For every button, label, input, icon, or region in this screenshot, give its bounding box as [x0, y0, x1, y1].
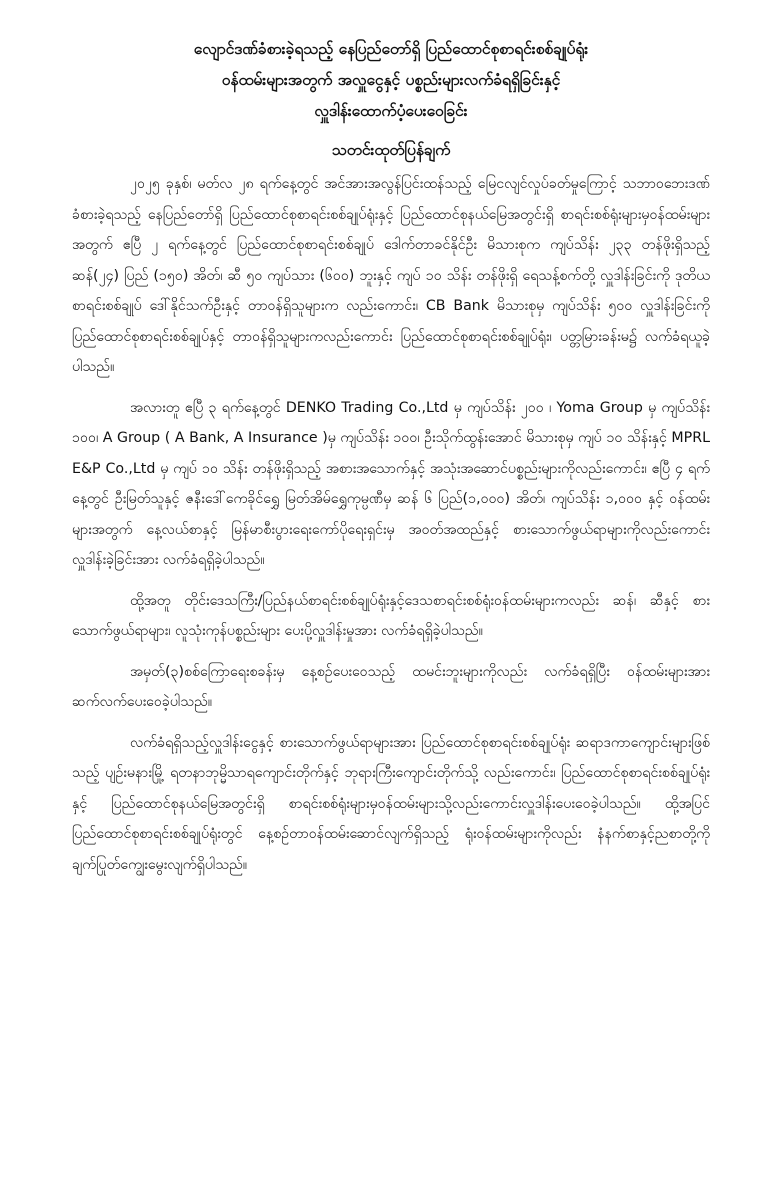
document-subtitle: သတင်းထုတ်ပြန်ချက် [331, 141, 451, 159]
title-line-1: လျောင်ဒဏ်ခံစားခဲ့ရသည့် နေပြည်တော်ရှိ ပြည်ထောင်စုစာရင်းစစ်ချုပ်ရုံး [193, 40, 589, 58]
paragraph-3: ထို့အတူ တိုင်းဒေသကြီး/ပြည်နယ်စာရင်းစစ်ချုပ်ရုံးနှင့်ဒေသစာရင်းစစ်ရုံးဝန်ထမ်းများကလည်း ဆန်၊ ဆီနှင့် စားသောက်ဖွယ်ရာများ၊ လူသုံးကုန်ပစ္စည်းများ ပေးပို့လှူဒါန်းမှုအား လက်ခံရရှိခဲ့ပါသည်။ [72, 592, 710, 639]
paragraph-5: လက်ခံရရှိသည့်လှူဒါန်းငွေနှင့် စားသောက်ဖွယ်ရာများအား ပြည်ထောင်စုစာရင်းစစ်ချုပ်ရုံး ဆရာဒကာကျောင်းများဖြစ်သည့် ပျဉ်းမနားမြို့ ရတနာဘုမ္မိသာရကျောင်းတိုက်နှင့် ဘုရားကြီးကျောင်းတိုက်သို့ လည်းကောင်း၊ ပြည်ထောင်စုစာရင်းစစ်ချုပ်ရုံးနှင့် ပြည်ထောင်စုနယ်မြေအတွင်းရှိ စာရင်းစစ်ရုံးများမှဝန်ထမ်းများသို့လည်းကောင်းလှူဒါန်းပေးဝေခဲ့ပါသည်။ ထို့အပြင် ပြည်ထောင်စုစာရင်းစစ်ချုပ်ရုံးတွင် နေ့စဉ်တာဝန်ထမ်းဆောင်လျက်ရှိသည့် ရုံးဝန်ထမ်းများကိုလည်း နံနက်စာနှင့်ညစာတို့ကို ချက်ပြုတ်ကျွေးမွေးလျက်ရှိပါသည်။ [72, 734, 710, 873]
paragraph-2: အလားတူ ဧပြီ ၃ ရက်နေ့တွင် DENKO Trading Co.,Ltd မှ ကျပ်သိန်း ၂၀၀ ၊ Yoma Group မှ ကျပ်သိန်း ၁၀၀၊ A Group ( A Bank, A Insurance )မှ ကျပ်သိန်း ၁၀၀၊ ဦးသိုက်ထွန်းအောင် မိသားစုမှ ကျပ် ၁၀ သိန်းနှင့် MPRL E&P Co.,Ltd မှ ကျပ် ၁၀ သိန်း တန်ဖိုးရှိသည့် အစားအသောက်နှင့် အသုံးအဆောင်ပစ္စည်းများကိုလည်းကောင်း၊ ဧပြီ ၄ ရက်နေ့တွင် ဦးမြတ်သူနှင့် ဇနီးဒေါ်ကေခိုင်ရွှေ မြတ်အိမ်ရွှေကုမ္ပဏီမှ ဆန် ၆ ပြည်(၁,၀၀၀) အိတ်၊ ကျပ်သိန်း ၁,၀၀၀ နှင့် ဝန်ထမ်းများအတွက် နေ့လယ်စာနှင့် မြန်မာစီးပွားရေးကော်ပိုရေးရှင်းမှ အဝတ်အထည်နှင့် စားသောက်ဖွယ်ရာများကိုလည်းကောင်း လှူဒါန်းခဲ့ခြင်းအား လက်ခံရရှိခဲ့ပါသည်။ [72, 399, 710, 568]
title-line-2: ဝန်ထမ်းများအတွက် အလှူငွေနှင့် ပစ္စည်းများလက်ခံရရှိခြင်းနှင့် [221, 71, 561, 89]
title-line-3: လှူဒါန်းထောက်ပံ့ပေးဝေခြင်း [314, 102, 468, 120]
paragraph-1: ၂၀၂၅ ခုနှစ်၊ မတ်လ ၂၈ ရက်နေ့တွင် အင်အားအလွန်ပြင်းထန်သည့် မြေငလျင်လှုပ်ခတ်မှုကြောင့် သဘာဝဘေးဒဏ်ခံစားခဲ့ရသည့် နေပြည်တော်ရှိ ပြည်ထောင်စုစာရင်းစစ်ချုပ်ရုံးနှင့် ပြည်ထောင်စုနယ်မြေအတွင်းရှိ စာရင်းစစ်ရုံးများမှဝန်ထမ်းများအတွက် ဧပြီ ၂ ရက်နေ့တွင် ပြည်ထောင်စုစာရင်းစစ်ချုပ် ဒေါက်တာခင်နိုင်ဦး မိသားစုက ကျပ်သိန်း ၂၃၃ တန်ဖိုးရှိသည့် ဆန်(၂၄) ပြည် (၁၅၀) အိတ်၊ ဆီ ၅၀ ကျပ်သား (၆၀၀) ဘူးနှင့် ကျပ် ၁၀ သိန်း တန်ဖိုးရှိ ရေသန့်စက်တို့ လှူဒါန်းခြင်းကို ဒုတိယစာရင်းစစ်ချုပ် ဒေါ်နိုင်သက်ဦးနှင့် တာဝန်ရှိသူများက လည်းကောင်း၊ CB Bank မိသားစုမှ ကျပ်သိန်း ၅၀၀ လှူဒါန်းခြင်းကို ပြည်ထောင်စုစာရင်းစစ်ချုပ်နှင့် တာဝန်ရှိသူများကလည်းကောင်း ပြည်ထောင်စုစာရင်းစစ်ချုပ်ရုံး၊ ပတ္တမြားခန်းမ၌ လက်ခံရယူခဲ့ပါသည်။ [72, 176, 710, 375]
paragraph-4: အမှတ်(၃)စစ်ကြောရေးစခန်းမှ နေ့စဉ်ပေးဝေသည့် ထမင်းဘူးများကိုလည်း လက်ခံရရှိပြီး ဝန်ထမ်းများအား ဆက်လက်ပေးဝေခဲ့ပါသည်။ [72, 663, 710, 710]
document-title [72, 34, 710, 127]
